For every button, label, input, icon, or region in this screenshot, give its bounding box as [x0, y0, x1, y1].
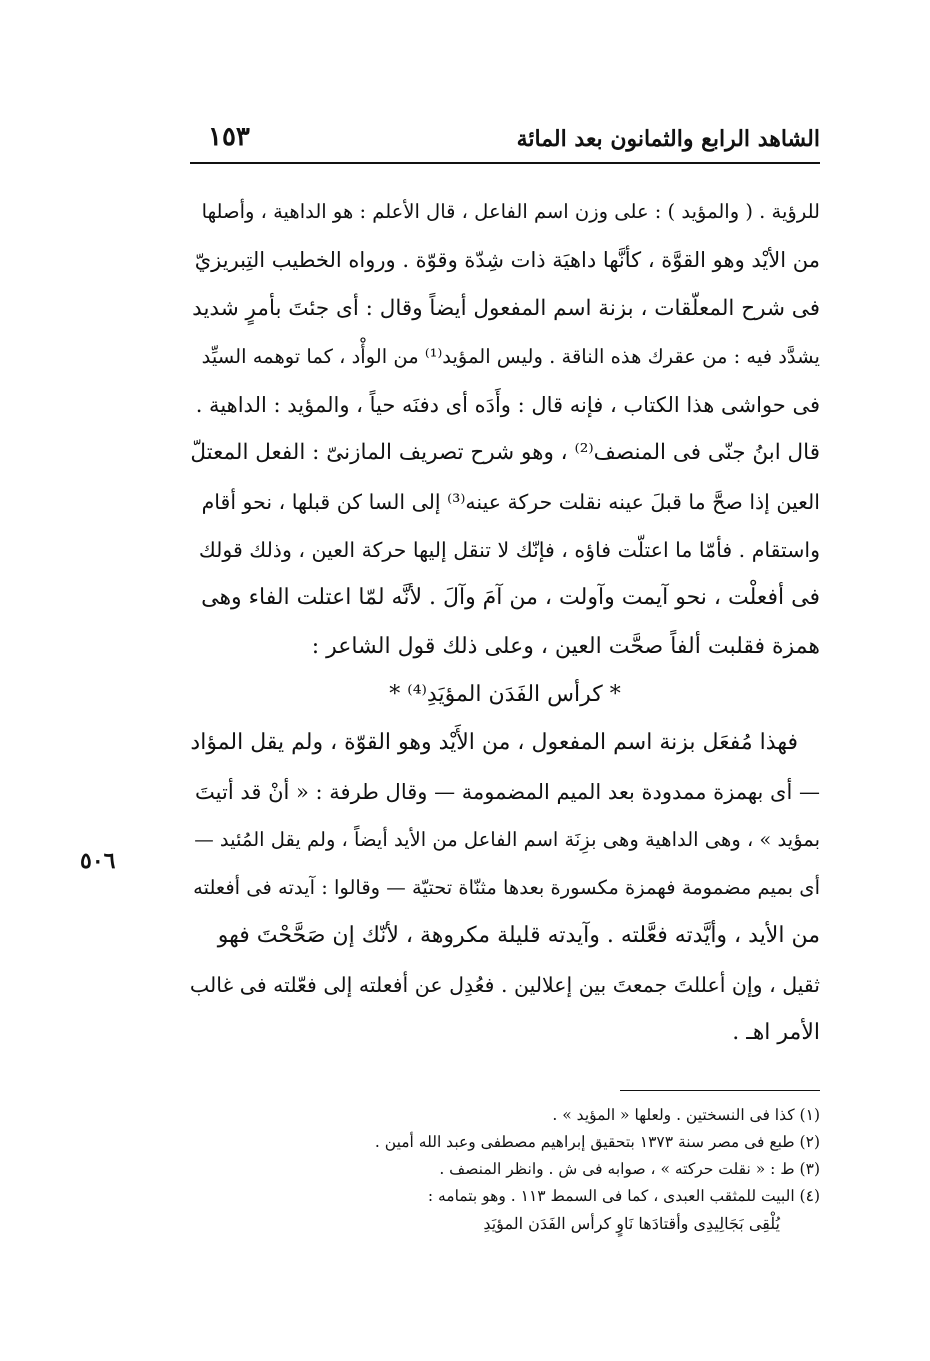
- running-title: الشاهد الرابع والثمانون بعد المائة: [516, 126, 820, 152]
- body-line: واستقام . فأمّا ما اعتلّت فاؤه ، فإنّك لا تنقل إليها حركة العين ، وذلك قولك: [198, 538, 820, 563]
- page-number: ١٥٣: [208, 122, 250, 152]
- body-line: همزة فقلبت ألفاً صحَّت العين ، وعلى ذلك قول الشاعر :: [311, 633, 820, 659]
- footnotes: [240, 1102, 820, 1238]
- footnote: (٣) ط : « نقلت حركته » ، صوابه فى ش . وانظر المنصف .: [439, 1160, 820, 1178]
- footnote-rule: [620, 1090, 820, 1091]
- running-head: [190, 118, 820, 162]
- body-line: فهذا مُفعَل بزنة اسم المفعول ، من الأَيْد وهو القوّة ، ولم يقل المؤاد: [190, 730, 798, 756]
- body-line: — أى بهمزة ممدودة بعد الميم المضمومة — وقال طرفة : « أنْ قد أتيتَ: [195, 779, 820, 804]
- body-line: للرؤية . ( والمؤيد ) : على وزن اسم الفاعل ، قال الأعلم : هو الداهية ، وأصلها: [201, 200, 820, 223]
- body-line: من الأيْد وهو القوَّة ، كأنَّها داهيَة ذات شِدّة وقوّة . ورواه الخطيب التِبريزيّ: [194, 248, 820, 273]
- body-line: فى حواشى هذا الكتاب ، فإنه قال : وأَدَه أى دفنَه حياً ، والمؤيد : الداهية .: [195, 393, 820, 418]
- body-line: من الأيد ، وأيَّدته فعَّلته . وآيدته قليلة مكروهة ، لأنّك إن صَحَّحْتَ فهو: [217, 923, 820, 949]
- header-rule: [190, 162, 820, 164]
- footnote: (٢) طبع فى مصر سنة ١٣٧٣ بتحقيق إبراهيم مصطفى وعبد الله أمين .: [374, 1133, 820, 1151]
- body-line: الأمر اهـ .: [732, 1020, 820, 1046]
- margin-number: ٥٠٦: [80, 848, 116, 874]
- body-line: أى بميم مضمومة فهمزة مكسورة بعدها مثنّاة تحتيّة — وقالوا : آيدته فى أفعلته: [193, 876, 820, 900]
- body-line: قال ابنُ جنّى فى المنصف⁽²⁾ ، وهو شرح تصريف المازنىّ : الفعل المعتلّ: [190, 440, 820, 466]
- footnote-verse: يُلْقِى بَجَالِيدِى وأقتادَها نَاوٍ كرأس الفَدَن المؤيَدِ: [483, 1214, 780, 1233]
- body-line: فى أفعلْت ، نحو آيمت وآولت ، من آمَ وآلَ . لأنَّه لمّا اعتلت الفاء وهى: [201, 585, 820, 611]
- body-text: [190, 188, 820, 1057]
- body-line: العين إذا صحَّ ما قبلَ عينه نقلت حركة عينه⁽³⁾ إلى السا كن قبلها ، نحو أقام: [201, 489, 820, 514]
- footnote: (١) كذا فى النسختين . ولعلها « المؤيد » .: [552, 1106, 820, 1124]
- body-line: بمؤيد » ، وهى الداهية وهى بزِنَة اسم الفاعل من الأيد أيضاً ، ولم يقل المُئيد —: [194, 827, 820, 851]
- footnote: (٤) البيت للمثقب العبدى ، كما فى السمط ١١٣ . وهو بتمامه :: [427, 1187, 820, 1205]
- verse-line: * كرأس الفَدَن المؤيَدِ⁽⁴⁾ *: [389, 681, 621, 707]
- body-line: فى شرح المعلّقات ، بزنة اسم المفعول أيضاً وقال : أى جئتَ بأمرٍ شديد: [192, 295, 820, 321]
- body-line: ثقيل ، وإن أعللتَ جمعتَ بين إعلالين . فعُدِل عن أفعلته إلى فعّلته فى غالب: [190, 972, 820, 997]
- body-line: يشدَّد فيه : من عقرك هذه الناقة . وليس المؤيد⁽¹⁾ من الوأْد ، كما توهمه السيِّد: [201, 344, 820, 368]
